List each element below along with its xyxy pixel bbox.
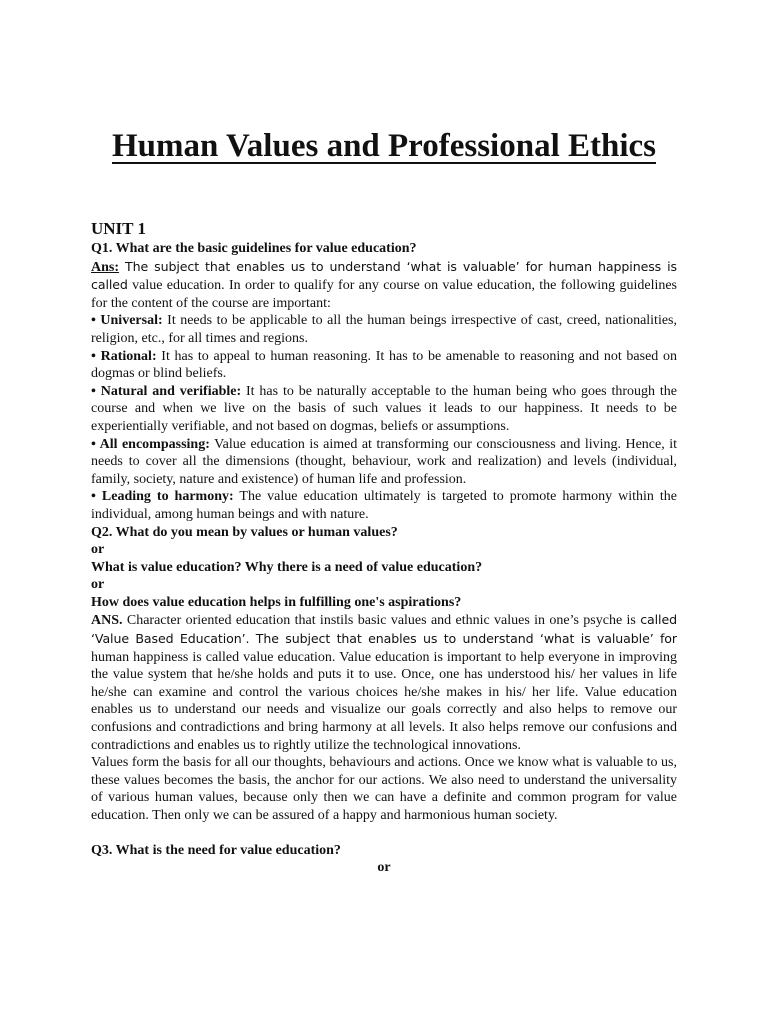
bullet-text: It has to appeal to human reasoning. It has to be amenable to reasoning and not based on dogmas or blind beliefs. xyxy=(91,348,677,382)
question-3: Q3. What is the need for value education? xyxy=(91,842,341,858)
bullet-text: It has to be naturally acceptable to the human being who goes through the course and when we live on the basis of such values it leads to our happiness. It needs to be experientially verifiable, and not based on dogmas, beliefs or assumptions. xyxy=(91,383,677,434)
document-body xyxy=(91,218,677,877)
bullet-head: • Universal: xyxy=(91,313,163,329)
answer-2-label: ANS. xyxy=(91,613,123,629)
question-1: Q1. What are the basic guidelines for value education? xyxy=(91,241,417,256)
bullet-text: Value education is aimed at transforming our consciousness and living. Hence, it needs to cover all the dimensions (thought, behaviour, work and realization) and levels (individual, family, society, nature and existence) of human life and profession. xyxy=(91,436,677,487)
answer-2-rest: human happiness is called value education. Value education is important to help everyone in improving the value system that he/she holds and puts it to use. Once, one has understood his/ her values in life he/she can examine and control the various choices he/she makes in his/ her life. Value education enables us to understand our needs and visualize our goals correctly and also helps to remove our confusions and contradictions and bring harmony at all levels. It also helps remove our confusions and contradictions and enables us to rightly utilize the technological innovations. xyxy=(91,649,677,753)
bullet-harmony xyxy=(91,488,677,523)
bullet-text: The value education ultimately is targeted to promote harmony within the individual, among human beings and with nature. xyxy=(91,489,677,522)
bullet-universal xyxy=(91,312,677,347)
answer-1-first-line: The subject that enables us to understand ‘what is valuable’ for human happiness is called xyxy=(91,258,677,293)
answer-2-paragraph-2: Values form the basis for all our thoughts, behaviours and actions. Once we know what is valuable to us, these values becomes the basis, the anchor for our actions. We also need to understand the universality of various human values, because only then we can have a definite and common program for value education. Then only we can be assured of a happy and harmonious human society. xyxy=(91,755,677,823)
answer-1-label: Ans: xyxy=(91,259,120,275)
unit-heading xyxy=(91,218,677,240)
bullet-head: • Leading to harmony: xyxy=(91,489,234,505)
question-2c: How does value education helps in fulfilling one's aspirations? xyxy=(91,594,462,610)
unit-label: UNIT 1 xyxy=(91,219,146,238)
title-text: Human Values and Professional Ethics xyxy=(111,128,657,164)
document-title xyxy=(0,126,768,166)
bullet-natural xyxy=(91,383,677,436)
bullet-encompassing xyxy=(91,436,677,489)
question-2b: What is value education? Why there is a need of value education? xyxy=(91,559,483,575)
spacer xyxy=(91,825,677,842)
answer-2-part1: Character oriented education that instils basic values and ethnic values in one’s psyche is xyxy=(122,613,636,629)
or-separator: or xyxy=(91,542,105,558)
answer-1 xyxy=(91,258,677,313)
bullet-head: • Natural and verifiable: xyxy=(91,383,242,399)
answer-1-rest: value education. In order to qualify for any course on value education, the following guidelines for the content of the course are important: xyxy=(91,278,678,311)
bullet-rational xyxy=(91,348,677,383)
answer-2 xyxy=(91,611,677,754)
answer-2-sans-line: called ‘Value Based Education’. The subject that enables us to understand ‘what is valuable’ for xyxy=(91,612,677,647)
bullet-head: • Rational: xyxy=(91,348,157,364)
question-2: Q2. What do you mean by values or human values? xyxy=(91,524,398,540)
or-separator-centered: or xyxy=(377,860,391,876)
bullet-head: • All encompassing: xyxy=(91,436,210,452)
or-separator: or xyxy=(91,577,105,593)
bullet-text: It needs to be applicable to all the human beings irrespective of cast, creed, nationalities, religion, etc., for all times and regions. xyxy=(91,313,677,346)
